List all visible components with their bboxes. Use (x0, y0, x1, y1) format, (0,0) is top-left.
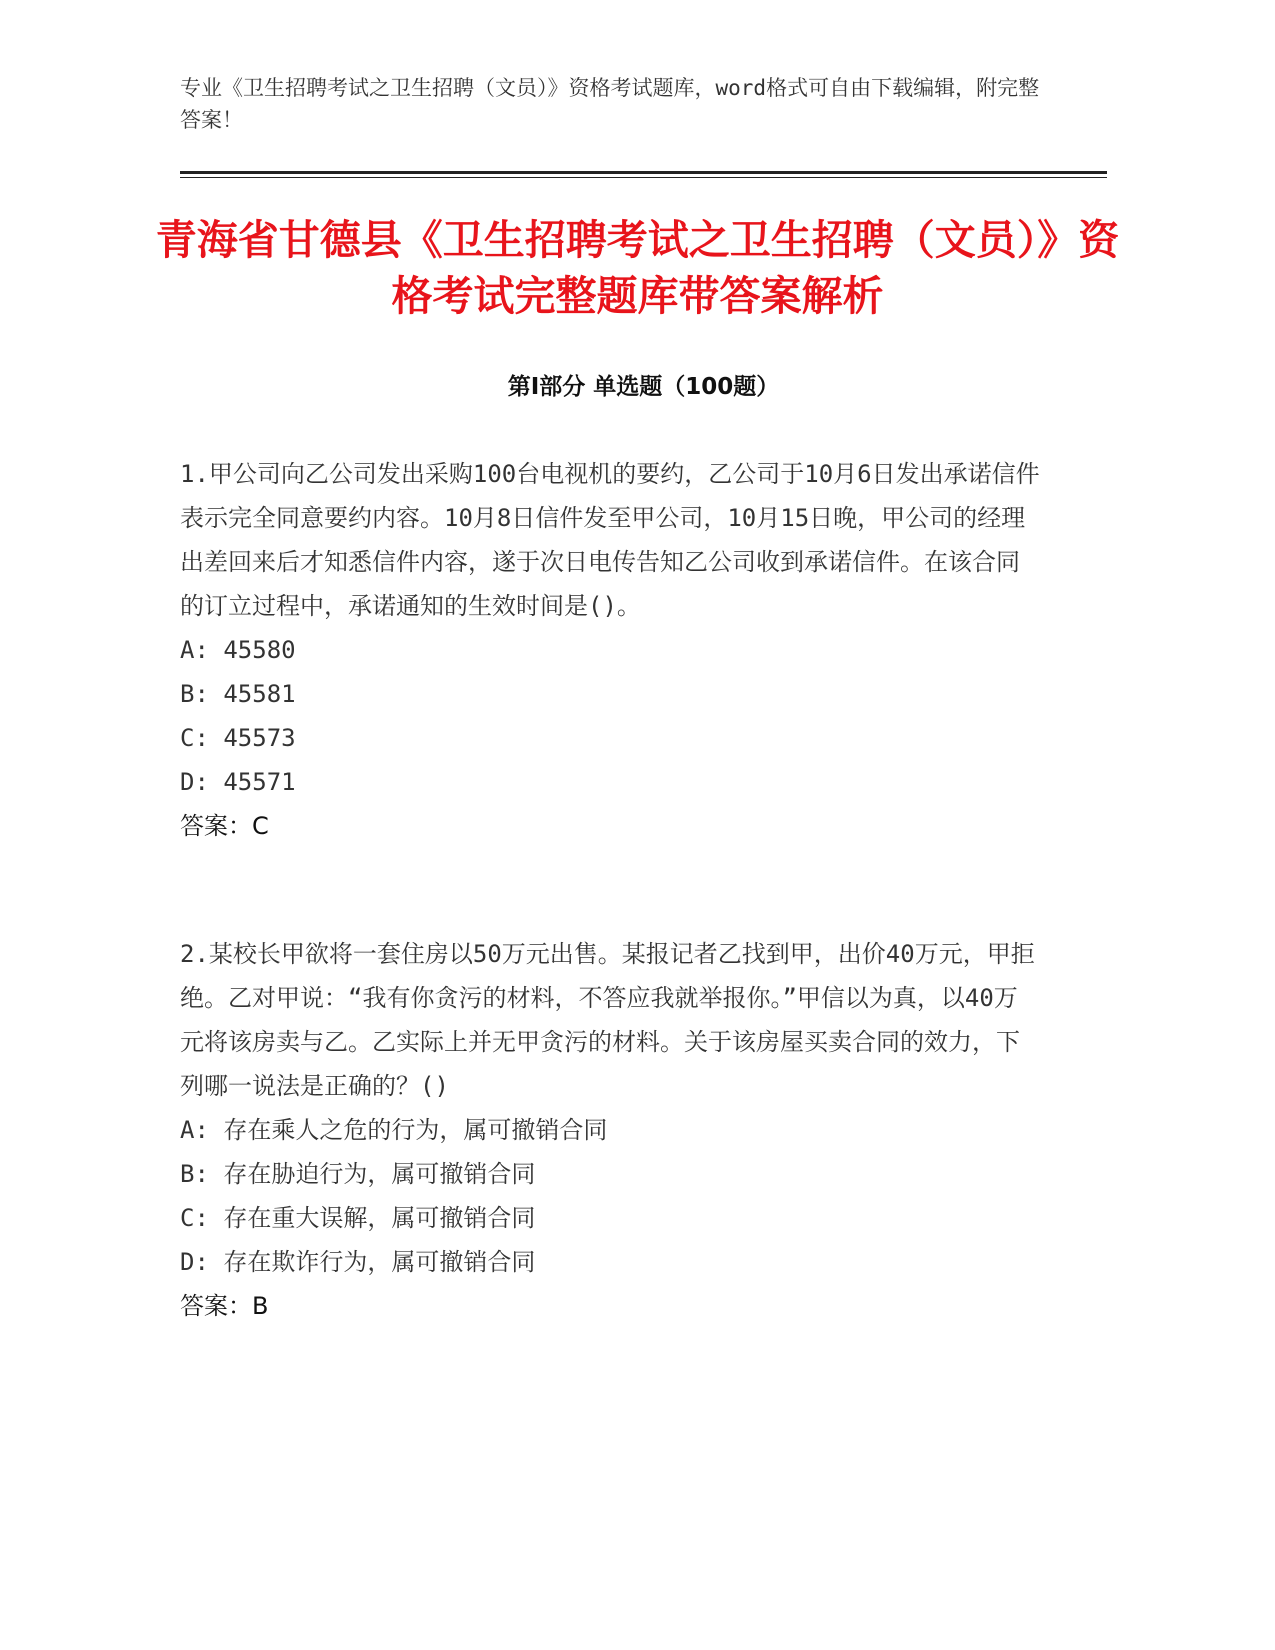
option-a: A: 45580 (180, 636, 296, 664)
option-b: B: 存在胁迫行为，属可撤销合同 (180, 1160, 536, 1188)
header-divider-thick (180, 171, 1107, 174)
answer: 答案：C (180, 812, 269, 840)
question-2 (180, 932, 1040, 1328)
answer: 答案：B (180, 1292, 269, 1320)
question-stem: 2.某校长甲欲将一套住房以50万元出售。某报记者乙找到甲，出价40万元，甲拒绝。乙对甲说：“我有你贪污的材料，不答应我就举报你。”甲信以为真，以40万元将该房卖与乙。乙实际上并无甲贪污的材料。关于该房屋买卖合同的效力，下列哪一说法是正确的？() (180, 940, 1035, 1100)
question-1 (180, 452, 1040, 848)
header-note: 专业《卫生招聘考试之卫生招聘（文员）》资格考试题库，word格式可自由下载编辑，附完整答案！ (180, 76, 1040, 132)
document-title: 青海省甘德县《卫生招聘考试之卫生招聘（文员）》资格考试完整题库带答案解析 (155, 216, 1120, 320)
option-c: C: 存在重大误解，属可撤销合同 (180, 1204, 536, 1232)
option-b: B: 45581 (180, 680, 296, 708)
question-stem: 1.甲公司向乙公司发出采购100台电视机的要约，乙公司于10月6日发出承诺信件表示完全同意要约内容。10月8日信件发至甲公司，10月15日晚，甲公司的经理出差回来后才知悉信件内容，遂于次日电传告知乙公司收到承诺信件。在该合同的订立过程中，承诺通知的生效时间是()。 (180, 460, 1040, 620)
option-a: A: 存在乘人之危的行为，属可撤销合同 (180, 1116, 608, 1144)
option-c: C: 45573 (180, 724, 296, 752)
header-divider-thin (180, 177, 1107, 178)
option-d: D: 45571 (180, 768, 296, 796)
option-d: D: 存在欺诈行为，属可撤销合同 (180, 1248, 536, 1276)
section-title: 第Ⅰ部分 单选题（100题） (507, 374, 780, 400)
